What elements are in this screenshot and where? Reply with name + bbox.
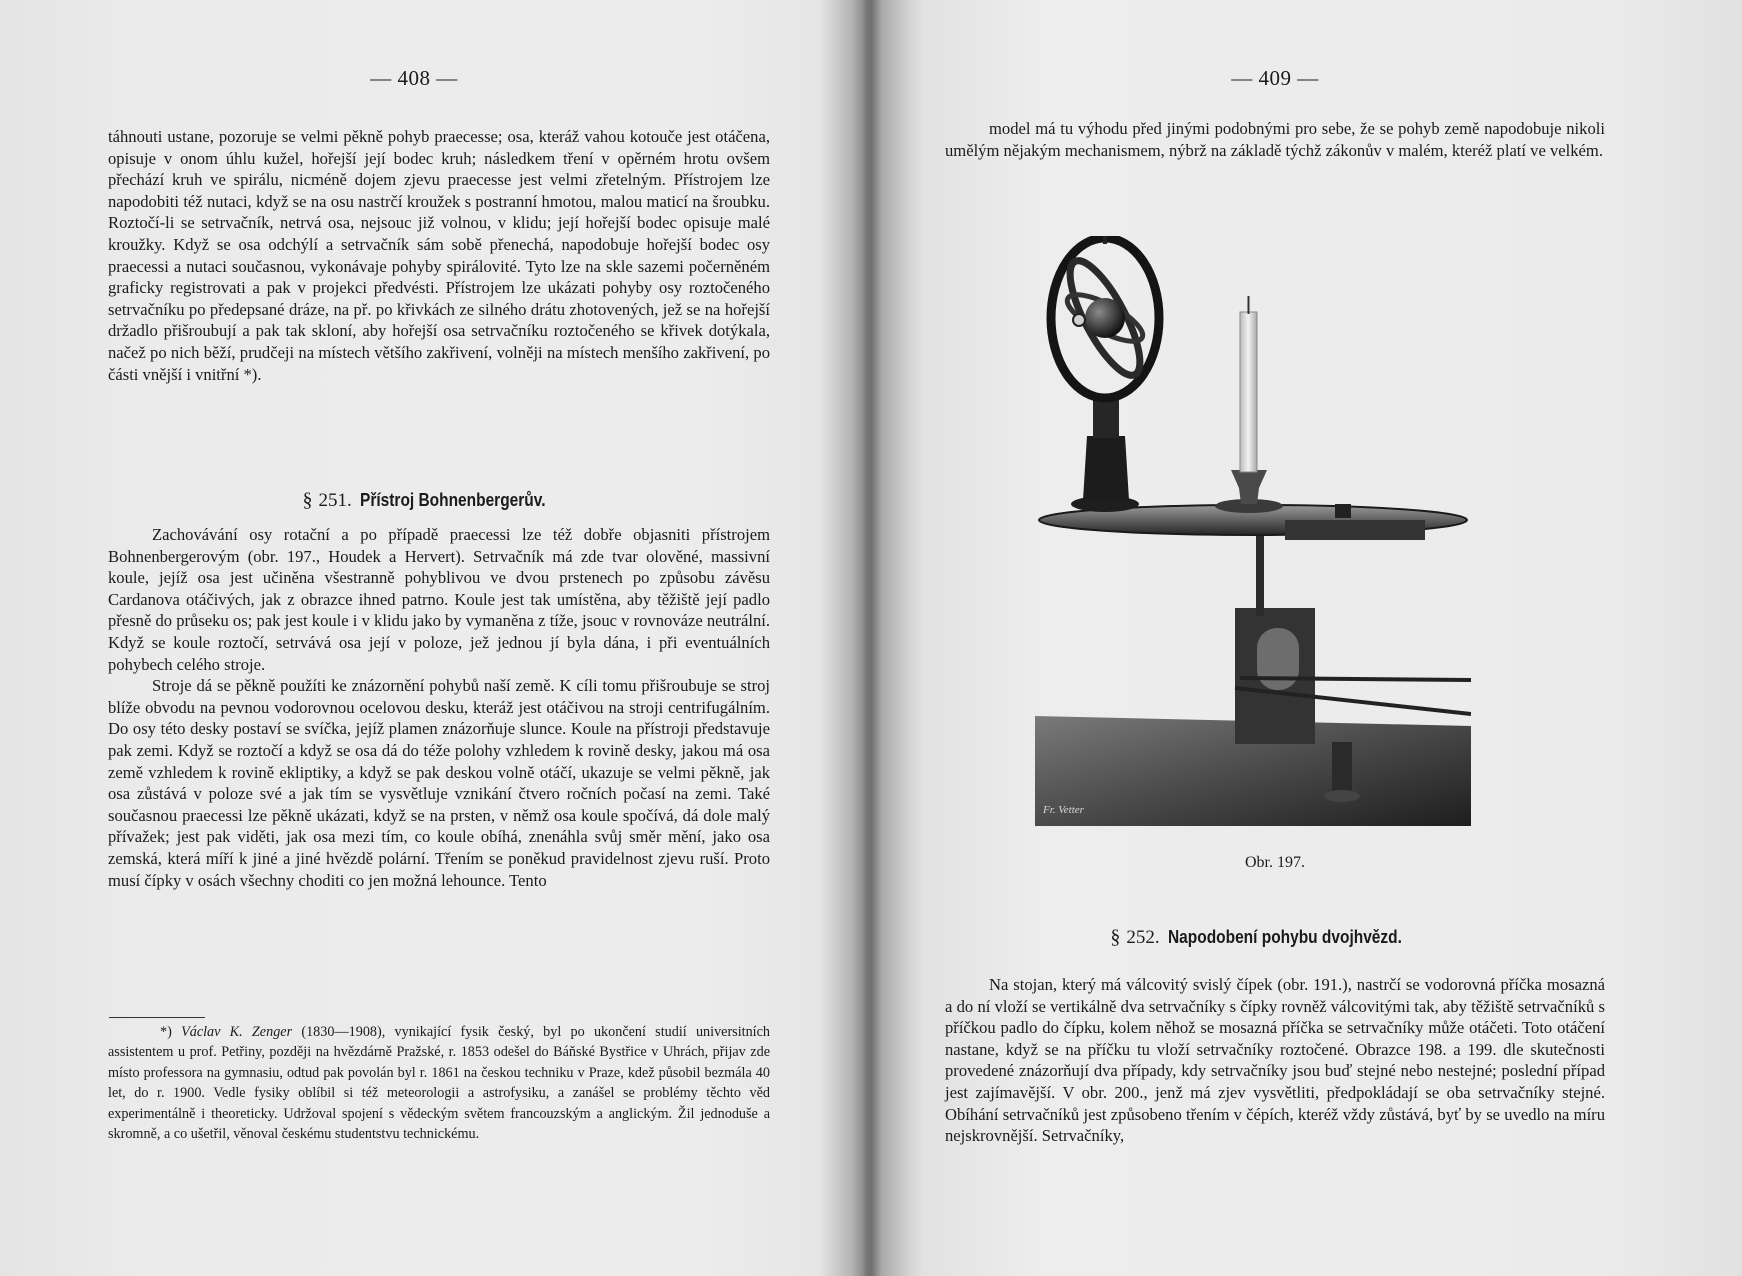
left-page (108, 0, 770, 1276)
right-page (945, 0, 1605, 1276)
candle (1240, 312, 1257, 472)
pedestal-column (1083, 436, 1129, 500)
section-number: 252. (1126, 927, 1160, 948)
footnote-mark: *) (160, 1024, 172, 1040)
engraver-signature: Fr. Vetter (1043, 804, 1084, 816)
horizontal-rod-upper (1240, 678, 1471, 680)
section-heading-251 (108, 489, 770, 512)
footnote-text: (1830—1908), vynikající fysik český, byl po ukončení studií universitních assistentem u prof. Petřiny, později na hvězdárně Pražské, r. 1853 odešel do Báňské Bystřice v Uhrách, přijav zde místo professora na gymnasiu, odtud pak povolán byl r. 1861 na českou techniku v Praze, kdež působil bezmála 40 let, do r. 1900. Vedle fysiky oblíbil si též meteorologii a astrofysiku, a zanášel se problémy těchto věd experimentálně i theoreticky. Udržoval spojení s vědeckým světem francouzským a anglickým. Žil jednoduše a skromně, a co ušetřil, věnoval českému studentstvu technickému. (108, 1024, 771, 1143)
paragraph: Zachovávání osy rotační a po případě praecessi lze též dobře objasniti přístrojem Bohnenbergerovým (obr. 197., Houdek a Hervert). Setrvačník má zde tvar olověné, massivní koule, jejíž osa jest učiněna všestranně pohyblivou ve dvou prstenech po způsobu závěsu Cardanova otáčivých, jak z obrazce ihned patrno. Koule jest tak umístěna, aby těžiště její padlo přesně do průseku os; pak jest koule i v klidu jako by vymaněna z tíže, jsouc v rovnováze neutrální. Když se koule roztočí, setrvává osa její v poloze, jež jednou jí byla dána, i při eventuálních pohybech celého stroje. (108, 525, 770, 674)
bohnenberger-apparatus-illustration (1035, 236, 1471, 826)
lead-ball (1085, 298, 1125, 338)
candle-holder (1231, 470, 1267, 504)
disc-underside (1285, 520, 1425, 540)
figure-caption: Obr. 197. (1245, 854, 1305, 871)
footnote-name: Václav K. Zenger (181, 1024, 293, 1040)
section-symbol: § (1110, 926, 1121, 948)
disc-clamp (1335, 504, 1351, 518)
section-symbol: § (302, 489, 313, 511)
adjusting-screw (1332, 742, 1352, 794)
left-text-block-1 (108, 126, 770, 385)
right-text-block-1 (945, 118, 1605, 161)
screw-head (1324, 790, 1360, 802)
page-number-right: — 409 — (1231, 66, 1319, 90)
page-number-left: — 408 — (370, 66, 458, 90)
paragraph: táhnouti ustane, pozoruje se velmi pěkně pohyb praecesse; osa, kteráž vahou kotouče jest otáčena, opisuje v onom úhlu kužel, hořejší její bodec kruh; následkem tření v opěrném hrotu ovšem přechází kruh ve spirálu, nicméně dojem zjevu praecesse jest velmi zřetelným. Přístrojem lze napodobiti též nutaci, když se na osu nastrčí kroužek s postranní hmotou, malou maticí na šroubku. Roztočí-li se setrvačník, netrvá osa, nejsouc již volnou, v klidu; její hořejší bodec opisuje malé kroužky. Když se osa odchýlí a setrvačník sám sobě přenechá, napodobuje hořejší bodec osy praecessi a nutaci současnou, vykonávaje pohyby spirálovité. Tyto lze na skle sazemi počerněném graficky registrovati a pak v projekci předvésti. Přístrojem lze ukázati pohyby osy roztočeného setrvačníku po předepsané dráze, na př. po křivkách ze silného drátu zhotovených, jež se na hořejší držadlo přišroubují a pak tak skloní, aby hořejší osa setrvačníku roztočeného se křivek dotýkala, načež po nich běží, prudčeji na místech většího zakřivení, volněji na místech menšího zakřivení, po části vnější i vnitřní *). (108, 127, 770, 384)
paragraph: Stroje dá se pěkně použíti ke znázornění pohybů naší země. K cíli tomu přišroubuje se stroj blíže obvodu na pevnou vodorovnou ocelovou desku, kteráž jest otáčivou na stroji centrifugálním. Do osy této desky postaví se svíčka, jejíž plamen znázorňuje slunce. Koule na přístroji představuje pak zemi. Když se roztočí a když se osa dá do téže polohy vzhledem k rovině desky, jakou má osa země vzhledem k rovině ekliptiky, a když se pak deskou volně otáčí, ukazuje se velmi pěkně, jak osa zůstává v poloze své a jak tím se vysvětluje vznikání čtvero ročních počasí na zemi. Také současnou praecessi lze pěkně ukázati, když se na prsten, v němž osa koule spočívá, dá dole malý přívažek; jest pak viděti, jak osa mezi tím, co koule obíhá, znenáhla svůj směr mění, jako osa zemská, která míří k jiné a jiné hvězdě polární. Třením se poněkud pravidelnost zjevu ruší. Proto musí čípky v osách všechny choditi co jen možná lehounce. Tento (108, 676, 770, 890)
right-text-block-2 (945, 974, 1605, 1147)
bracket-opening (1257, 628, 1299, 690)
paragraph: model má tu výhodu před jinými podobnými pro sebe, že se pohyb země napodobuje nikoli umělým nějakým mechanismem, nýbrž na základě týchž zákonův v malém, kteréž platí ve velkém. (945, 119, 1605, 160)
figure-bohnenberger-apparatus (1035, 236, 1471, 826)
section-number: 251. (318, 490, 352, 511)
section-heading-252 (945, 926, 1605, 949)
section-title: Napodobení pohybu dvojhvězd. (1167, 927, 1402, 947)
section-title: Přístroj Bohnenbergerův. (359, 490, 546, 510)
paragraph: Na stojan, který má válcovitý svislý čípek (obr. 191.), nastrčí se vodorovná příčka mosazná a do ní vloží se vertikálně dva setrvačníky s čípky rovněž válcovitými tak, aby těžiště setrvačníků s příčkou padlo do čípku, kolem něhož se mosazná příčka se setrvačníky může otáčeti. Toto otáčení nastane, když se na příčku tu vloží setrvačníky roztočené. Obrazce 198. a 199. dle skutečnosti provedené znázorňují dva případy, kdy setrvačníky jsou buď stejné nebo nestejné; poslední případ jest zajímavější. V obr. 200., jenž má zjev vysvětliti, předpokládají se oba setrvačníky stejné. Obíhání setrvačníků jest způsobeno třením v čépích, kteréž vždy zůstává, byť by se uvedlo na míru nejskrovnější. Setrvačníky, (945, 975, 1605, 1146)
left-text-block-2 (108, 524, 770, 891)
footnote-rule (109, 1017, 205, 1018)
book-gutter (820, 0, 910, 1276)
pivot-screw (1073, 314, 1085, 326)
footnote (108, 1022, 770, 1144)
